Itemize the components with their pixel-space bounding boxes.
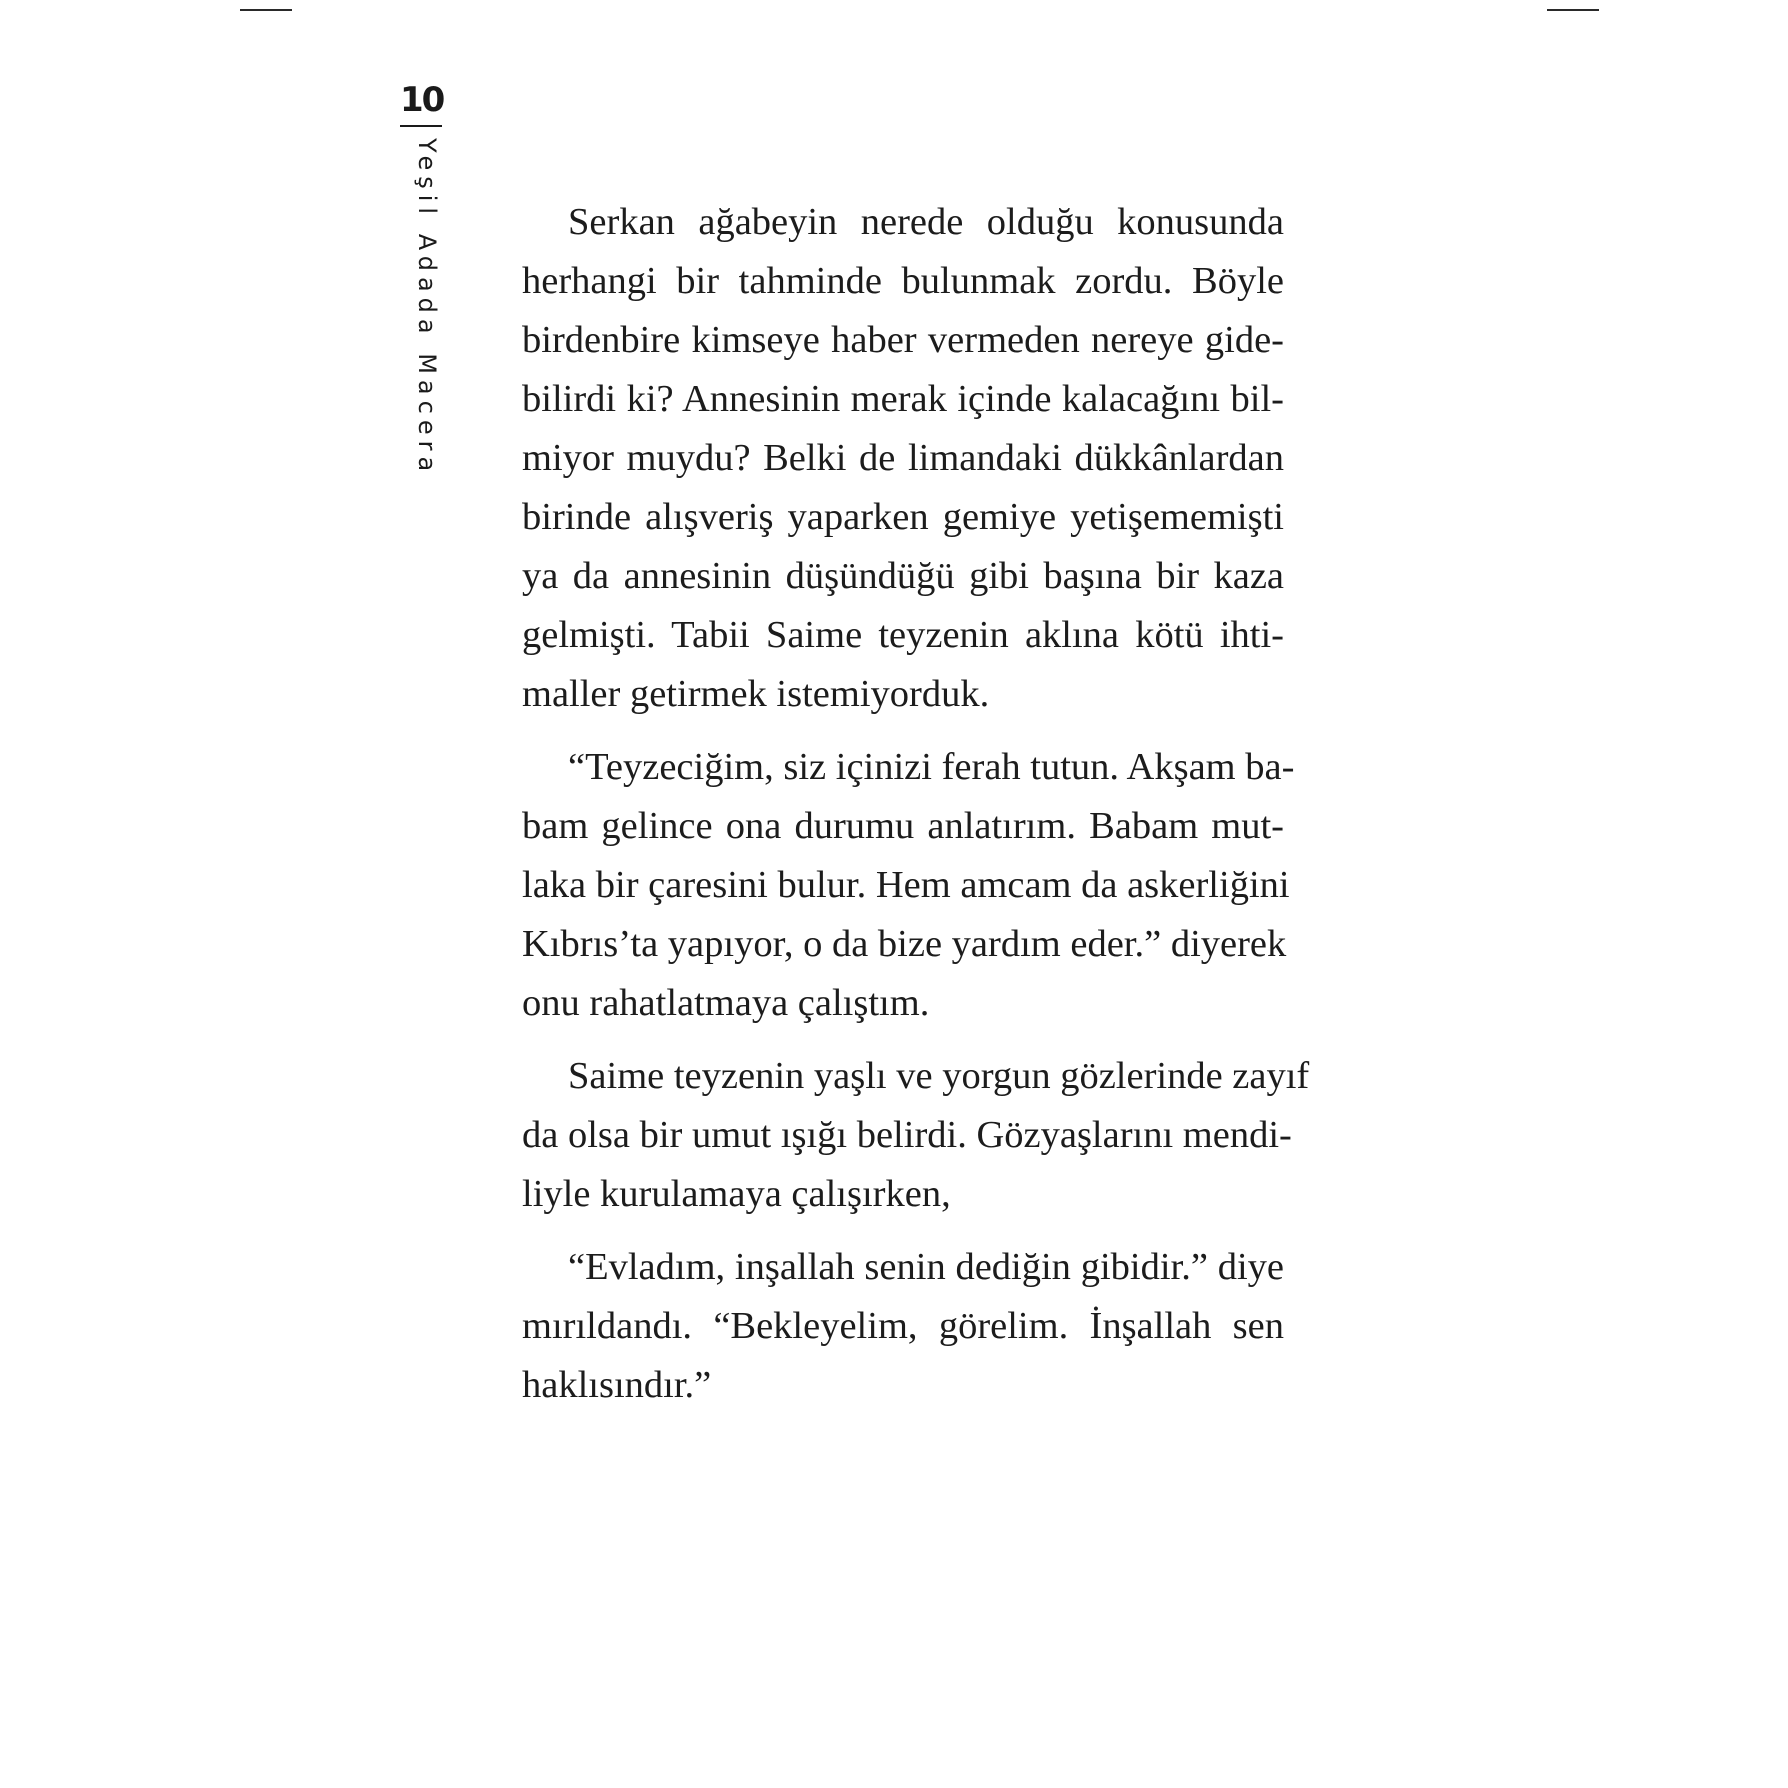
paragraph — [522, 1047, 1310, 1224]
text-line: laka bir çaresini bulur. Hem amcam da askerliğini — [522, 864, 1290, 906]
text-line: da olsa bir umut ışığı belirdi. Gözyaşlarını mendi- — [522, 1114, 1292, 1156]
text-line: maller getirmek istemiyorduk. — [522, 673, 990, 715]
running-title: Yeşil Adada Macera — [413, 138, 441, 478]
text-line: gelmişti. Tabii Saime teyzenin aklına kötü ihti- — [522, 614, 1284, 656]
text-line: onu rahatlatmaya çalıştım. — [522, 982, 930, 1024]
text-line: mırıldandı. “Bekleyelim, görelim. İnşallah sen — [522, 1305, 1284, 1347]
text-line: liyle kurulamaya çalışırken, — [522, 1173, 951, 1215]
crop-mark-right — [1547, 9, 1599, 11]
paragraph — [522, 193, 1284, 724]
text-line: bilirdi ki? Annesinin merak içinde kalacağını bil- — [522, 378, 1284, 420]
text-line: “Teyzeciğim, siz içinizi ferah tutun. Akşam ba- — [568, 746, 1295, 788]
text-line: birdenbire kimseye haber vermeden nereye gide- — [522, 319, 1284, 361]
text-line: Serkan ağabeyin nerede olduğu konusunda — [568, 201, 1284, 243]
text-line: birinde alışveriş yaparken gemiye yetişememişti — [522, 496, 1284, 538]
body-text — [522, 193, 1310, 1429]
crop-mark-left — [240, 9, 292, 11]
text-line: miyor muydu? Belki de limandaki dükkânlardan — [522, 437, 1284, 479]
page-number: 10 — [400, 80, 444, 120]
text-line: herhangi bir tahminde bulunmak zordu. Böyle — [522, 260, 1284, 302]
text-line: Kıbrıs’ta yapıyor, o da bize yardım eder.” diyerek — [522, 923, 1287, 965]
page-number-rule — [400, 125, 442, 127]
text-line: ya da annesinin düşündüğü gibi başına bir kaza — [522, 555, 1284, 597]
text-line: bam gelince ona durumu anlatırım. Babam mut- — [522, 805, 1284, 847]
text-line: haklısındır.” — [522, 1364, 712, 1406]
text-line: “Evladım, inşallah senin dediğin gibidir.” diye — [568, 1246, 1284, 1288]
text-line: Saime teyzenin yaşlı ve yorgun gözlerinde zayıf — [568, 1055, 1310, 1097]
paragraph — [522, 1238, 1284, 1415]
paragraph — [522, 738, 1295, 1033]
